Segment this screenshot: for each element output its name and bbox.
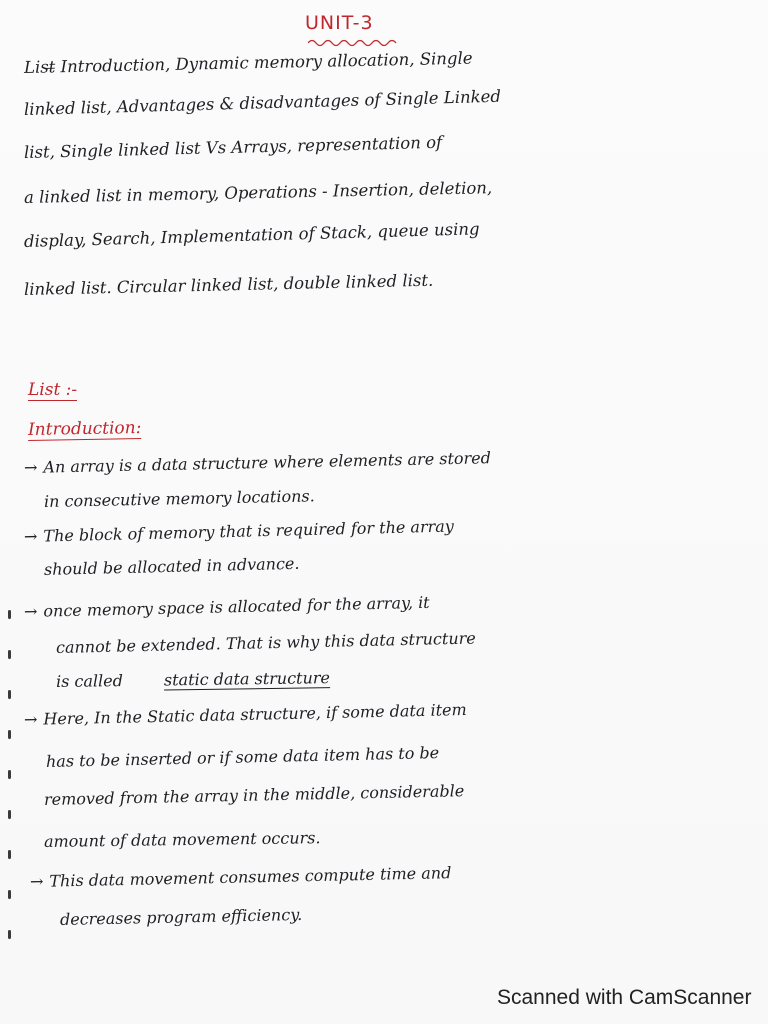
note-line — [30, 857, 750, 891]
binding-mark — [8, 690, 11, 699]
note-text: is called — [55, 671, 123, 691]
note-line — [44, 542, 764, 579]
section-heading-text: List :- — [28, 380, 78, 400]
syllabus-line: display, Search, Implementation of Stack, queue using — [23, 219, 480, 251]
binding-mark — [8, 930, 11, 939]
note-line — [44, 822, 764, 851]
section-subheading — [28, 418, 142, 440]
binding-mark — [8, 890, 11, 899]
note-text: has to be inserted or if some data item has to be — [45, 743, 440, 771]
note-text: Here, In the Static data structure, if some data item — [43, 699, 467, 729]
note-line — [24, 586, 744, 621]
note-line — [60, 895, 768, 929]
note-line — [44, 477, 764, 511]
syllabus-line: list, Single linked list Vs Arrays, representation of — [23, 132, 443, 162]
page-title: UNIT-3 — [305, 12, 374, 34]
note-text: An array is a data structure where elements are stored — [43, 448, 492, 477]
syllabus-line: a linked list in memory, Operations - Insertion, deletion, — [23, 178, 493, 207]
section-subheading-text: Introduction: — [27, 418, 142, 440]
section-heading — [28, 380, 77, 400]
syllabus-line: linked list. Circular linked list, double linked list. — [23, 270, 434, 299]
note-text: This data movement consumes compute time and — [49, 863, 452, 891]
note-line — [46, 736, 766, 771]
binding-mark — [8, 810, 11, 819]
arrow-icon: → — [23, 457, 38, 477]
note-line — [24, 694, 744, 729]
note-line — [56, 622, 768, 657]
binding-mark — [8, 730, 11, 739]
note-line — [44, 775, 764, 809]
syllabus-line: linked list, Advantages & disadvantages of Single Linked — [23, 86, 502, 119]
note-text: should be allocated in advance. — [43, 553, 300, 579]
static-data-structure-emphasis: static data structure — [163, 668, 331, 690]
camscanner-watermark: Scanned with CamScanner — [497, 986, 752, 1009]
note-line — [24, 509, 744, 546]
title-squiggle-underline — [308, 38, 400, 48]
note-text: amount of data movement occurs. — [43, 828, 321, 851]
note-text: cannot be extended. That is why this data structure — [55, 628, 476, 657]
binding-mark — [8, 610, 11, 619]
note-text: The block of memory that is required for the array — [43, 516, 455, 546]
arrow-icon: → — [23, 709, 38, 729]
syllabus-line: List̶ Introduction, Dynamic memory allocation, Single — [23, 48, 473, 77]
note-text: in consecutive memory locations. — [43, 486, 315, 511]
binding-mark — [8, 770, 11, 779]
note-line — [56, 662, 768, 691]
note-line — [24, 443, 744, 477]
note-text: once memory space is allocated for the array, it — [43, 592, 430, 621]
note-text: removed from the array in the middle, considerable — [43, 781, 465, 809]
binding-mark — [8, 850, 11, 859]
arrow-icon: → — [23, 526, 38, 546]
arrow-icon: → — [29, 871, 44, 891]
arrow-icon: → — [23, 601, 38, 621]
note-text: decreases program efficiency. — [59, 904, 303, 929]
binding-mark — [8, 650, 11, 659]
